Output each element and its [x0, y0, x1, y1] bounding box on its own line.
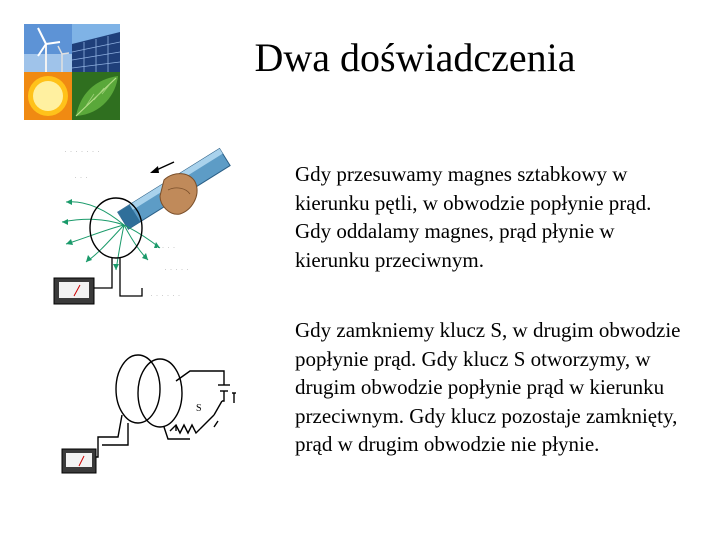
slide-title: Dwa doświadczenia [254, 35, 576, 80]
svg-text:· · · · · · ·: · · · · · · · [64, 146, 100, 156]
two-coils-diagram [58, 345, 248, 495]
paragraph-magnet-experiment: Gdy przesuwamy magnes sztabkowy w kierunku pętli, w obwodzie popłynie prąd. Gdy oddalamy magnes, prąd płynie w kierunku przeciwnym. [295, 162, 652, 272]
renewable-energy-logo-icon [24, 24, 120, 120]
magnet-loop-diagram [46, 140, 236, 310]
svg-text:· · · · · ·: · · · · · · [150, 290, 181, 300]
switch-label: S [196, 403, 202, 414]
svg-text:· · · · ·: · · · · · [164, 264, 189, 274]
svg-text:· · · ·: · · · · [156, 242, 176, 252]
paragraph-switch-experiment: Gdy zamkniemy klucz S, w drugim obwodzie popłynie prąd. Gdy klucz S otworzymy, w drugim obwodzie popłynie prąd w kierunku przeciwnym. Gdy klucz pozostaje zamknięty, prąd w drugim obwodzie nie płynie. [295, 318, 681, 456]
svg-text:· · ·: · · · [74, 172, 88, 182]
